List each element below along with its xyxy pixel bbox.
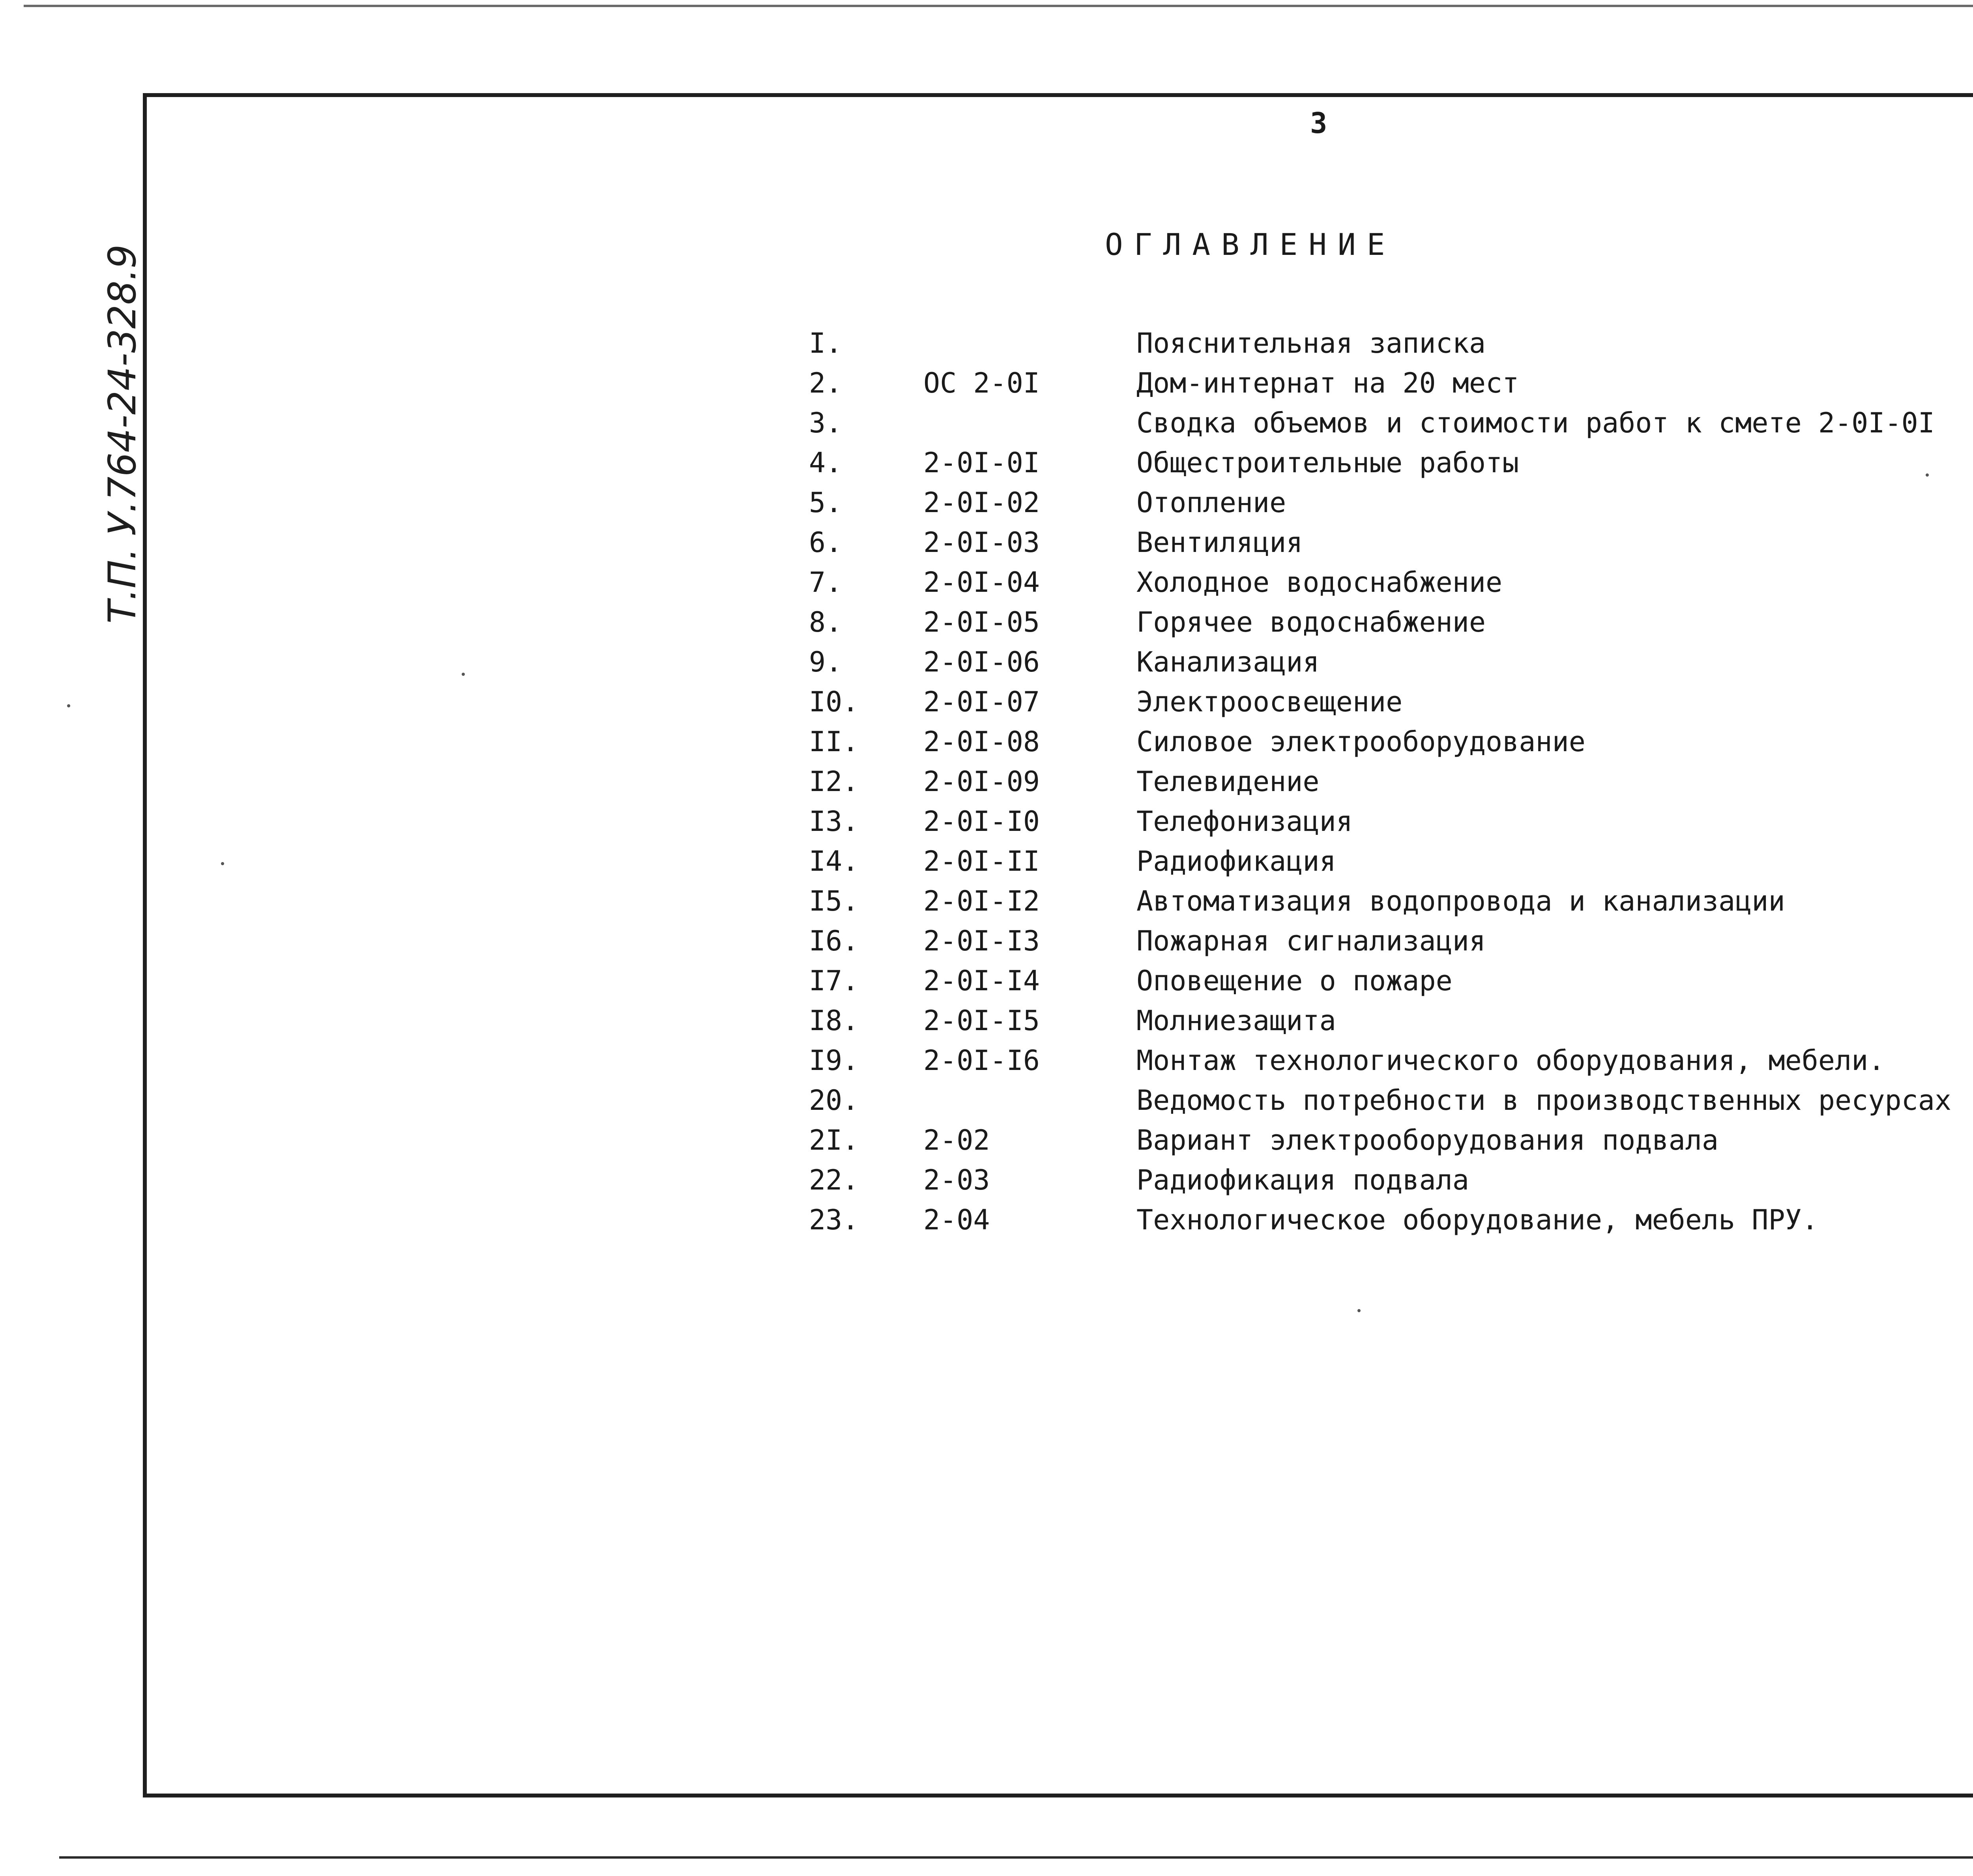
toc-entry-number: II.: [809, 726, 859, 758]
toc-entry-title: Дом-интернат на 20 мест: [1136, 367, 1519, 399]
toc-entry-number: I0.: [809, 686, 859, 718]
toc-entry: [809, 961, 1973, 1001]
toc-entry-code: 2-0I-I6: [923, 1044, 1040, 1077]
toc-entry-title: Радиофикация подвала: [1136, 1164, 1469, 1196]
scan-speck: [462, 673, 465, 676]
sheet-bottom-edge: [59, 1856, 1973, 1859]
toc-entry-code: 2-0I-I0: [923, 805, 1040, 838]
toc-entry-number: I.: [809, 327, 842, 359]
toc-entry-title: Телефонизация: [1136, 805, 1353, 838]
toc-entry-number: 4.: [809, 447, 842, 479]
toc-entry-title: Сводка объемов и стоимости работ к смете 2-0I-0I: [1136, 407, 1935, 439]
toc-entry-code: 2-0I-I4: [923, 965, 1040, 997]
toc-entry: [809, 1081, 1973, 1120]
toc-entry-code: ОС 2-0I: [923, 367, 1040, 399]
toc-entry: [809, 762, 1973, 802]
scan-speck: [67, 704, 70, 707]
toc-entry-title: Молниезащита: [1136, 1004, 1336, 1037]
toc-entry: [809, 324, 1973, 363]
toc-entry-title: Холодное водоснабжение: [1136, 566, 1503, 599]
toc-entry-code: 2-0I-05: [923, 606, 1040, 638]
toc-entry-code: 2-0I-04: [923, 566, 1040, 599]
toc-entry-title: Горячее водоснабжение: [1136, 606, 1486, 638]
toc-entry-title: Оповещение о пожаре: [1136, 965, 1453, 997]
toc-entry: [809, 921, 1973, 961]
toc-entry-code: 2-0I-II: [923, 845, 1040, 877]
toc-entry-code: 2-0I-02: [923, 486, 1040, 519]
toc-entry-title: Канализация: [1136, 646, 1320, 678]
toc-entry: [809, 881, 1973, 921]
toc-entry: [809, 1041, 1973, 1081]
toc-entry-number: 7.: [809, 566, 842, 599]
toc-entry-title: Технологическое оборудование, мебель ПРУ.: [1136, 1204, 1818, 1236]
toc-entry-title: Общестроительные работы: [1136, 447, 1519, 479]
toc-entry-code: 2-0I-I3: [923, 925, 1040, 957]
toc-entry: [809, 1200, 1973, 1240]
toc-entry-number: 22.: [809, 1164, 859, 1196]
toc-entry-title: Телевидение: [1136, 765, 1320, 798]
toc-entry-code: 2-0I-03: [923, 526, 1040, 559]
toc-entry: [809, 403, 1973, 443]
toc-entry-number: I5.: [809, 885, 859, 917]
toc-entry-number: I8.: [809, 1004, 859, 1037]
toc-entry-title: Автоматизация водопровода и канализации: [1136, 885, 1785, 917]
toc-entry: [809, 1001, 1973, 1041]
toc-entry-code: 2-0I-09: [923, 765, 1040, 798]
toc-entry-title: Вентиляция: [1136, 526, 1303, 559]
toc-entry: [809, 523, 1973, 563]
toc-entry-title: Вариант электрооборудования подвала: [1136, 1124, 1719, 1156]
toc-entry-number: 20.: [809, 1084, 859, 1117]
toc-entry-code: 2-03: [923, 1164, 990, 1196]
toc-entry-code: 2-0I-I2: [923, 885, 1040, 917]
toc-entry: [809, 1160, 1973, 1200]
page-title: ОГЛАВЛЕНИЕ: [1105, 227, 1396, 262]
toc-entry: [809, 682, 1973, 722]
toc-entry-number: 2.: [809, 367, 842, 399]
toc-entry-title: Радиофикация: [1136, 845, 1336, 877]
toc-entry-code: 2-0I-08: [923, 726, 1040, 758]
toc-entry-number: I6.: [809, 925, 859, 957]
toc-entry-code: 2-0I-07: [923, 686, 1040, 718]
toc-entry-number: I7.: [809, 965, 859, 997]
toc-entry-title: Пояснительная записка: [1136, 327, 1486, 359]
toc-entry: [809, 563, 1973, 602]
toc-entry-number: 6.: [809, 526, 842, 559]
toc-entry-code: 2-0I-I5: [923, 1004, 1040, 1037]
toc-entry-code: 2-0I-06: [923, 646, 1040, 678]
toc-entry: [809, 602, 1973, 642]
toc-entry-code: 2-02: [923, 1124, 990, 1156]
toc-entry-title: Силовое электрооборудование: [1136, 726, 1586, 758]
toc-entry-code: 2-0I-0I: [923, 447, 1040, 479]
toc-entry-number: 5.: [809, 486, 842, 519]
document-code-stamp: Т.П. У.764-24-328.9: [100, 244, 144, 624]
toc-entry-number: I4.: [809, 845, 859, 877]
toc-entry: [809, 642, 1973, 682]
toc-entry: [809, 722, 1973, 762]
toc-entry: [809, 842, 1973, 881]
toc-entry-title: Монтаж технологического оборудования, мебели.: [1136, 1044, 1885, 1077]
toc-entry-number: I2.: [809, 765, 859, 798]
scan-speck: [1357, 1309, 1361, 1312]
toc-entry: [809, 1120, 1973, 1160]
sheet-top-edge: [24, 5, 1973, 7]
table-of-contents: [809, 324, 1973, 1240]
toc-entry-title: Отопление: [1136, 486, 1286, 519]
toc-entry-title: Пожарная сигнализация: [1136, 925, 1486, 957]
toc-entry-number: 3.: [809, 407, 842, 439]
scan-speck: [221, 862, 224, 865]
scan-speck: [1926, 473, 1929, 477]
toc-entry: [809, 363, 1973, 403]
toc-entry-number: 9.: [809, 646, 842, 678]
toc-entry-number: I3.: [809, 805, 859, 838]
toc-entry-code: 2-04: [923, 1204, 990, 1236]
toc-entry-number: 23.: [809, 1204, 859, 1236]
toc-entry: [809, 483, 1973, 523]
toc-entry: [809, 802, 1973, 842]
toc-entry-number: 8.: [809, 606, 842, 638]
toc-entry: [809, 443, 1973, 483]
toc-entry-number: I9.: [809, 1044, 859, 1077]
toc-entry-number: 2I.: [809, 1124, 859, 1156]
toc-entry-title: Ведомость потребности в производственных ресурсах: [1136, 1084, 1952, 1117]
toc-entry-title: Электроосвещение: [1136, 686, 1403, 718]
page-number: 3: [1310, 107, 1327, 140]
